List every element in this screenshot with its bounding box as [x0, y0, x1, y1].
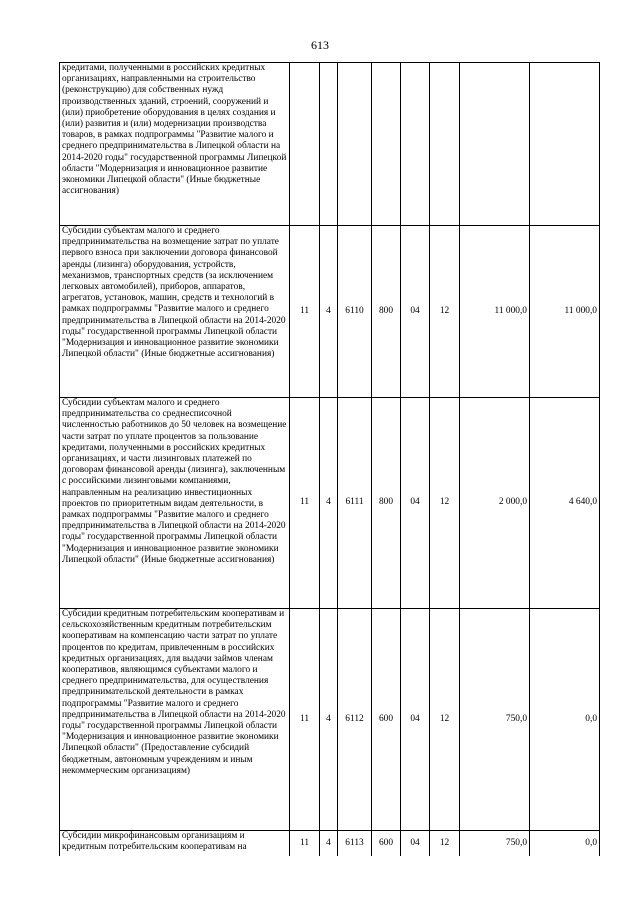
cell-amount-2: 11 000,0 [530, 226, 600, 398]
cell-section: 04 [401, 831, 430, 856]
cell-subprogram: 4 [320, 398, 338, 609]
cell-expense-type: 800 [372, 398, 401, 609]
cell-expense-type [372, 63, 401, 226]
cell-program: 11 [290, 398, 320, 609]
row-description: кредитами, полученными в российских кредитных организациях, направленными на строительство (реконструкцию) для собственных нужд производственных зданий, строений, сооружений и (или) приобретение оборудования в целях создания и (или) развития и (или) модернизации производства товаров, в рамках подпрограммы "Развитие малого и среднего предпринимательства в Липецкой области на 2014-2020 годы" государственной программы Липецкой области "Модернизация и инновационное развитие экономики Липецкой области" (Иные бюджетные ассигнования) [60, 63, 290, 226]
table-row [60, 831, 600, 856]
cell-target-code: 6113 [338, 831, 372, 856]
table-row [60, 398, 600, 609]
cell-subprogram [320, 63, 338, 226]
cell-subsection: 12 [430, 609, 460, 831]
cell-amount-1: 2 000,0 [460, 398, 530, 609]
cell-target-code: 6110 [338, 226, 372, 398]
cell-amount-2: 4 640,0 [530, 398, 600, 609]
cell-amount-2 [530, 63, 600, 226]
cell-subprogram: 4 [320, 831, 338, 856]
cell-program [290, 63, 320, 226]
cell-expense-type: 600 [372, 831, 401, 856]
cell-subsection: 12 [430, 398, 460, 609]
cell-amount-1 [460, 63, 530, 226]
cell-amount-1: 750,0 [460, 831, 530, 856]
page-number: 613 [311, 38, 329, 52]
cell-subsection: 12 [430, 831, 460, 856]
cell-subsection [430, 63, 460, 226]
cell-program: 11 [290, 831, 320, 856]
cell-amount-1: 750,0 [460, 609, 530, 831]
row-description: Субсидии субъектам малого и среднего предпринимательства на возмещение затрат по уплате первого взноса при заключении договора финансовой аренды (лизинга) оборудования, устройств, механизмов, транспортных средств (за исключением легковых автомобилей), приборов, аппаратов, агрегатов, установок, машин, средств и технологий в рамках подпрограммы "Развитие малого и среднего предпринимательства в Липецкой области на 2014-2020 годы" государственной программы Липецкой области "Модернизация и инновационное развитие экономики Липецкой области" (Иные бюджетные ассигнования) [60, 226, 290, 398]
cell-amount-2: 0,0 [530, 609, 600, 831]
cell-target-code: 6112 [338, 609, 372, 831]
cell-expense-type: 800 [372, 226, 401, 398]
cell-program: 11 [290, 226, 320, 398]
cell-expense-type: 600 [372, 609, 401, 831]
cell-section: 04 [401, 226, 430, 398]
cell-subprogram: 4 [320, 609, 338, 831]
cell-program: 11 [290, 609, 320, 831]
cell-target-code: 6111 [338, 398, 372, 609]
cell-amount-2: 0,0 [530, 831, 600, 856]
row-description: Субсидии субъектам малого и среднего предпринимательства со среднесписочной численностью работников до 50 человек на возмещение части затрат по уплате процентов за пользование кредитами, полученными в российских кредитных организациях, и части лизинговых платежей по договорам финансовой аренды (лизинга), заключенным с российскими лизинговыми компаниями, направленным на реализацию инвестиционных проектов по приоритетным видам деятельности, в рамках подпрограммы "Развитие малого и среднего предпринимательства в Липецкой области на 2014-2020 годы" государственной программы Липецкой области "Модернизация и инновационное развитие экономики Липецкой области" (Иные бюджетные ассигнования) [60, 398, 290, 609]
row-description: Субсидии кредитным потребительским кооперативам и сельскохозяйственным кредитным потребительским кооперативам на компенсацию части затрат по уплате процентов по кредитам, привлеченным в российских кредитных организациях, для выдачи займов членам кооперативов, являющимся субъектами малого и среднего предпринимательства, для осуществления предпринимательской деятельности в рамках подпрограммы "Развитие малого и среднего предпринимательства в Липецкой области на 2014-2020 годы" государственной программы Липецкой области "Модернизация и инновационное развитие экономики Липецкой области" (Предоставление субсидий бюджетным, автономным учреждениям и иным некоммерческим организациям) [60, 609, 290, 831]
cell-section [401, 63, 430, 226]
cell-subprogram: 4 [320, 226, 338, 398]
cell-section: 04 [401, 609, 430, 831]
cell-subsection: 12 [430, 226, 460, 398]
row-description: Субсидии микрофинансовым организациям и кредитным потребительским кооперативам на [60, 831, 290, 856]
table-row [60, 63, 600, 226]
budget-table [59, 62, 600, 856]
table-row [60, 226, 600, 398]
cell-section: 04 [401, 398, 430, 609]
cell-amount-1: 11 000,0 [460, 226, 530, 398]
table-row [60, 609, 600, 831]
cell-target-code [338, 63, 372, 226]
